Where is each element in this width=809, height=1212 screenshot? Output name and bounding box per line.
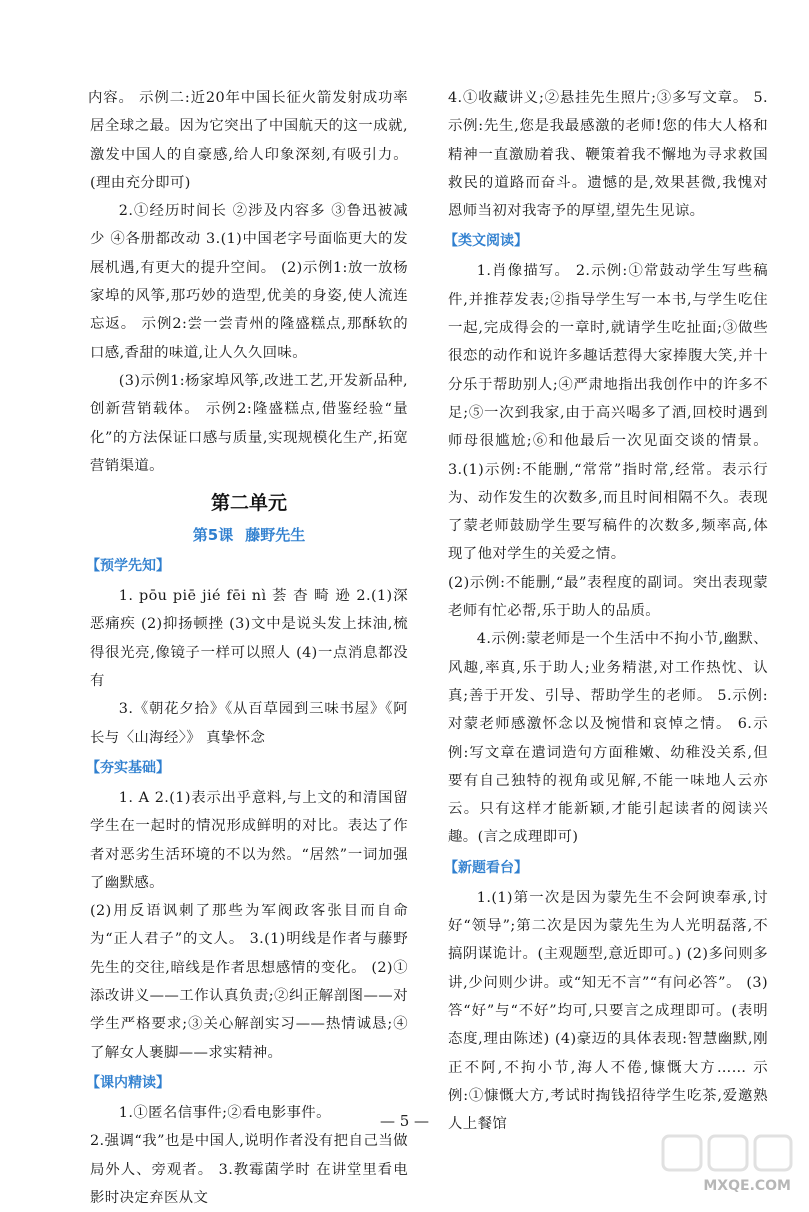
- watermark-text: MXQE.COM: [703, 1178, 791, 1194]
- left-paragraph: 内容。 示例二:近20年中国长征火箭发射成功率居全球之最。因为它突出了中国航天的这一成就,激发中国人的自豪感,给人印象深刻,有吸引力。(理由充分即可): [88, 90, 408, 191]
- section-title: 【预学先知】: [86, 558, 170, 575]
- section-title: 【类文阅读】: [444, 233, 528, 250]
- section-paragraph: 1. A 2.(1)表示出乎意料,与上文的和清国留学生在一起时的情况形成鲜明的对比。表达了作者对恶劣生活环境的不以为然。“居然”一词加强了幽默感。: [90, 789, 408, 891]
- lesson-number: 第5课: [192, 526, 234, 545]
- section-paragraph: 1.肖像描写。 2.示例:①常鼓动学生写些稿件,并推荐发表;②指导学生写一本书,与学生吃住一起,完成得会的一章时,就请学生吃扯面;③做些很恋的动作和说许多趣话惹得大家捧腹大笑,并十分乐于帮助别人;④严肃地指出我创作中的许多不足;⑤一次到我家,由于高兴喝多了酒,回校时遇到师母很尴尬;⑥和他最后一次见面交谈的情景。 3.(1)示例:不能删,“常常”指时常,经常。表示行为、动作发生的次数多,而且时间相隔不久。表现了蒙老师鼓励学生要写稿件的次数多,频率高,体现了他对学生的关爱之情。: [448, 263, 768, 563]
- lesson-heading: [90, 520, 408, 550]
- left-column: [86, 84, 408, 1212]
- section-paragraph: 1.①匿名信事件;②看电影事件。: [118, 1104, 331, 1121]
- lesson-title: 藤野先生: [245, 526, 306, 545]
- left-paragraph: 2.①经历时间长 ②涉及内容多 ③鲁迅被减少 ④各册都改动 3.(1)中国老字号面临更大的发展机遇,有更大的提升空间。 (2)示例1:放一放杨家埠的风筝,那巧妙的造型,优美的身姿,使人流连忘返。 示例2:尝一尝青州的隆盛糕点,那酥软的口感,香甜的味道,让人久久回味。: [90, 203, 408, 361]
- section-paragraph: 1. pōu piē jié fēi nì 荟 杳 畸 逊 2.(1)深恶痛疾 (2)抑扬顿挫 (3)文中是说头发上抹油,梳得很光亮,像镜子一样可以照人 (4)一点消息都没有: [90, 588, 408, 690]
- left-paragraph: (3)示例1:杨家埠风筝,改进工艺,开发新品种,创新营销载体。 示例2:隆盛糕点,借鉴经验“量化”的方法保证口感与质量,实现规模化生产,拓宽营销渠道。: [90, 372, 408, 474]
- section-title: 【课内精读】: [86, 1074, 170, 1091]
- section-paragraph: 2.强调“我”也是中国人,说明作者没有把自己当做局外人、旁观者。 3.教霉菌学时 在讲堂里看电影时决定弃医从文: [90, 1133, 408, 1206]
- section-paragraph: 1.(1)第一次是因为蒙先生不会阿谀奉承,讨好“领导”;第二次是因为蒙先生为人光明磊落,不搞阴谋诡计。(主观题型,意近即可。) (2)多问则多讲,少问则少讲。或“知无不言”“有问必答”。 (3)答“好”与“不好”均可,只要言之成理即可。(表明态度,理由陈述) (4)豪迈的具体表现:智慧幽默,刚正不阿,不拘小节,海人不倦,慷慨大方…… 示例:①慷慨大方,考试时掏钱招待学生吃茶,爱邀熟人上餐馆: [448, 889, 768, 1133]
- right-column: [444, 84, 768, 1138]
- section-paragraph: (2)示例:不能删,“最”表程度的副词。突出表现蒙老师有忙必帮,乐于助人的品质。: [448, 574, 768, 620]
- page-number: — 5 —: [379, 1112, 430, 1130]
- section-paragraph: (2)用反语讽刺了那些为军阀政客张目而自命为“正人君子”的文人。 3.(1)明线是作者与藤野先生的交往,暗线是作者思想感情的变化。 (2)①添改讲义——工作认真负责;②纠正解剖图——对学生严格要求;③关心解剖实习——热情诚恳;④了解女人裹脚——求实精神。: [90, 903, 408, 1061]
- unit-title: 第二单元: [210, 492, 287, 515]
- section-title: 【夯实基础】: [86, 759, 170, 776]
- section-paragraph: 3.《朝花夕拾》《从百草园到三味书屋》《阿长与〈山海经〉》 真挚怀念: [90, 701, 408, 746]
- right-paragraph: 4.①收藏讲义;②悬挂先生照片;③多写文章。 5.示例:先生,您是我最感激的老师!您的伟大人格和精神一直激励着我、鞭策着我不懈地为寻求救国救民的道路而奋斗。遗憾的是,效果甚微,我愧对恩师当初对我寄予的厚望,望先生见谅。: [448, 90, 768, 220]
- section-paragraph: 4.示例:蒙老师是一个生活中不拘小节,幽默、风趣,率真,乐于助人;业务精湛,对工作热忱、认真;善于开发、引导、帮助学生的老师。 5.示例:对蒙老师感激怀念以及惋惜和哀悼之情。 6.示例:写文章在遣词造句方面稚嫩、幼稚没关系,但要有自己独特的视角或见解,不能一味地人云亦云。只有这样才能新颖,才能引起读者的阅读兴趣。(言之成理即可): [448, 631, 768, 846]
- section-title: 【新题看台】: [444, 859, 528, 876]
